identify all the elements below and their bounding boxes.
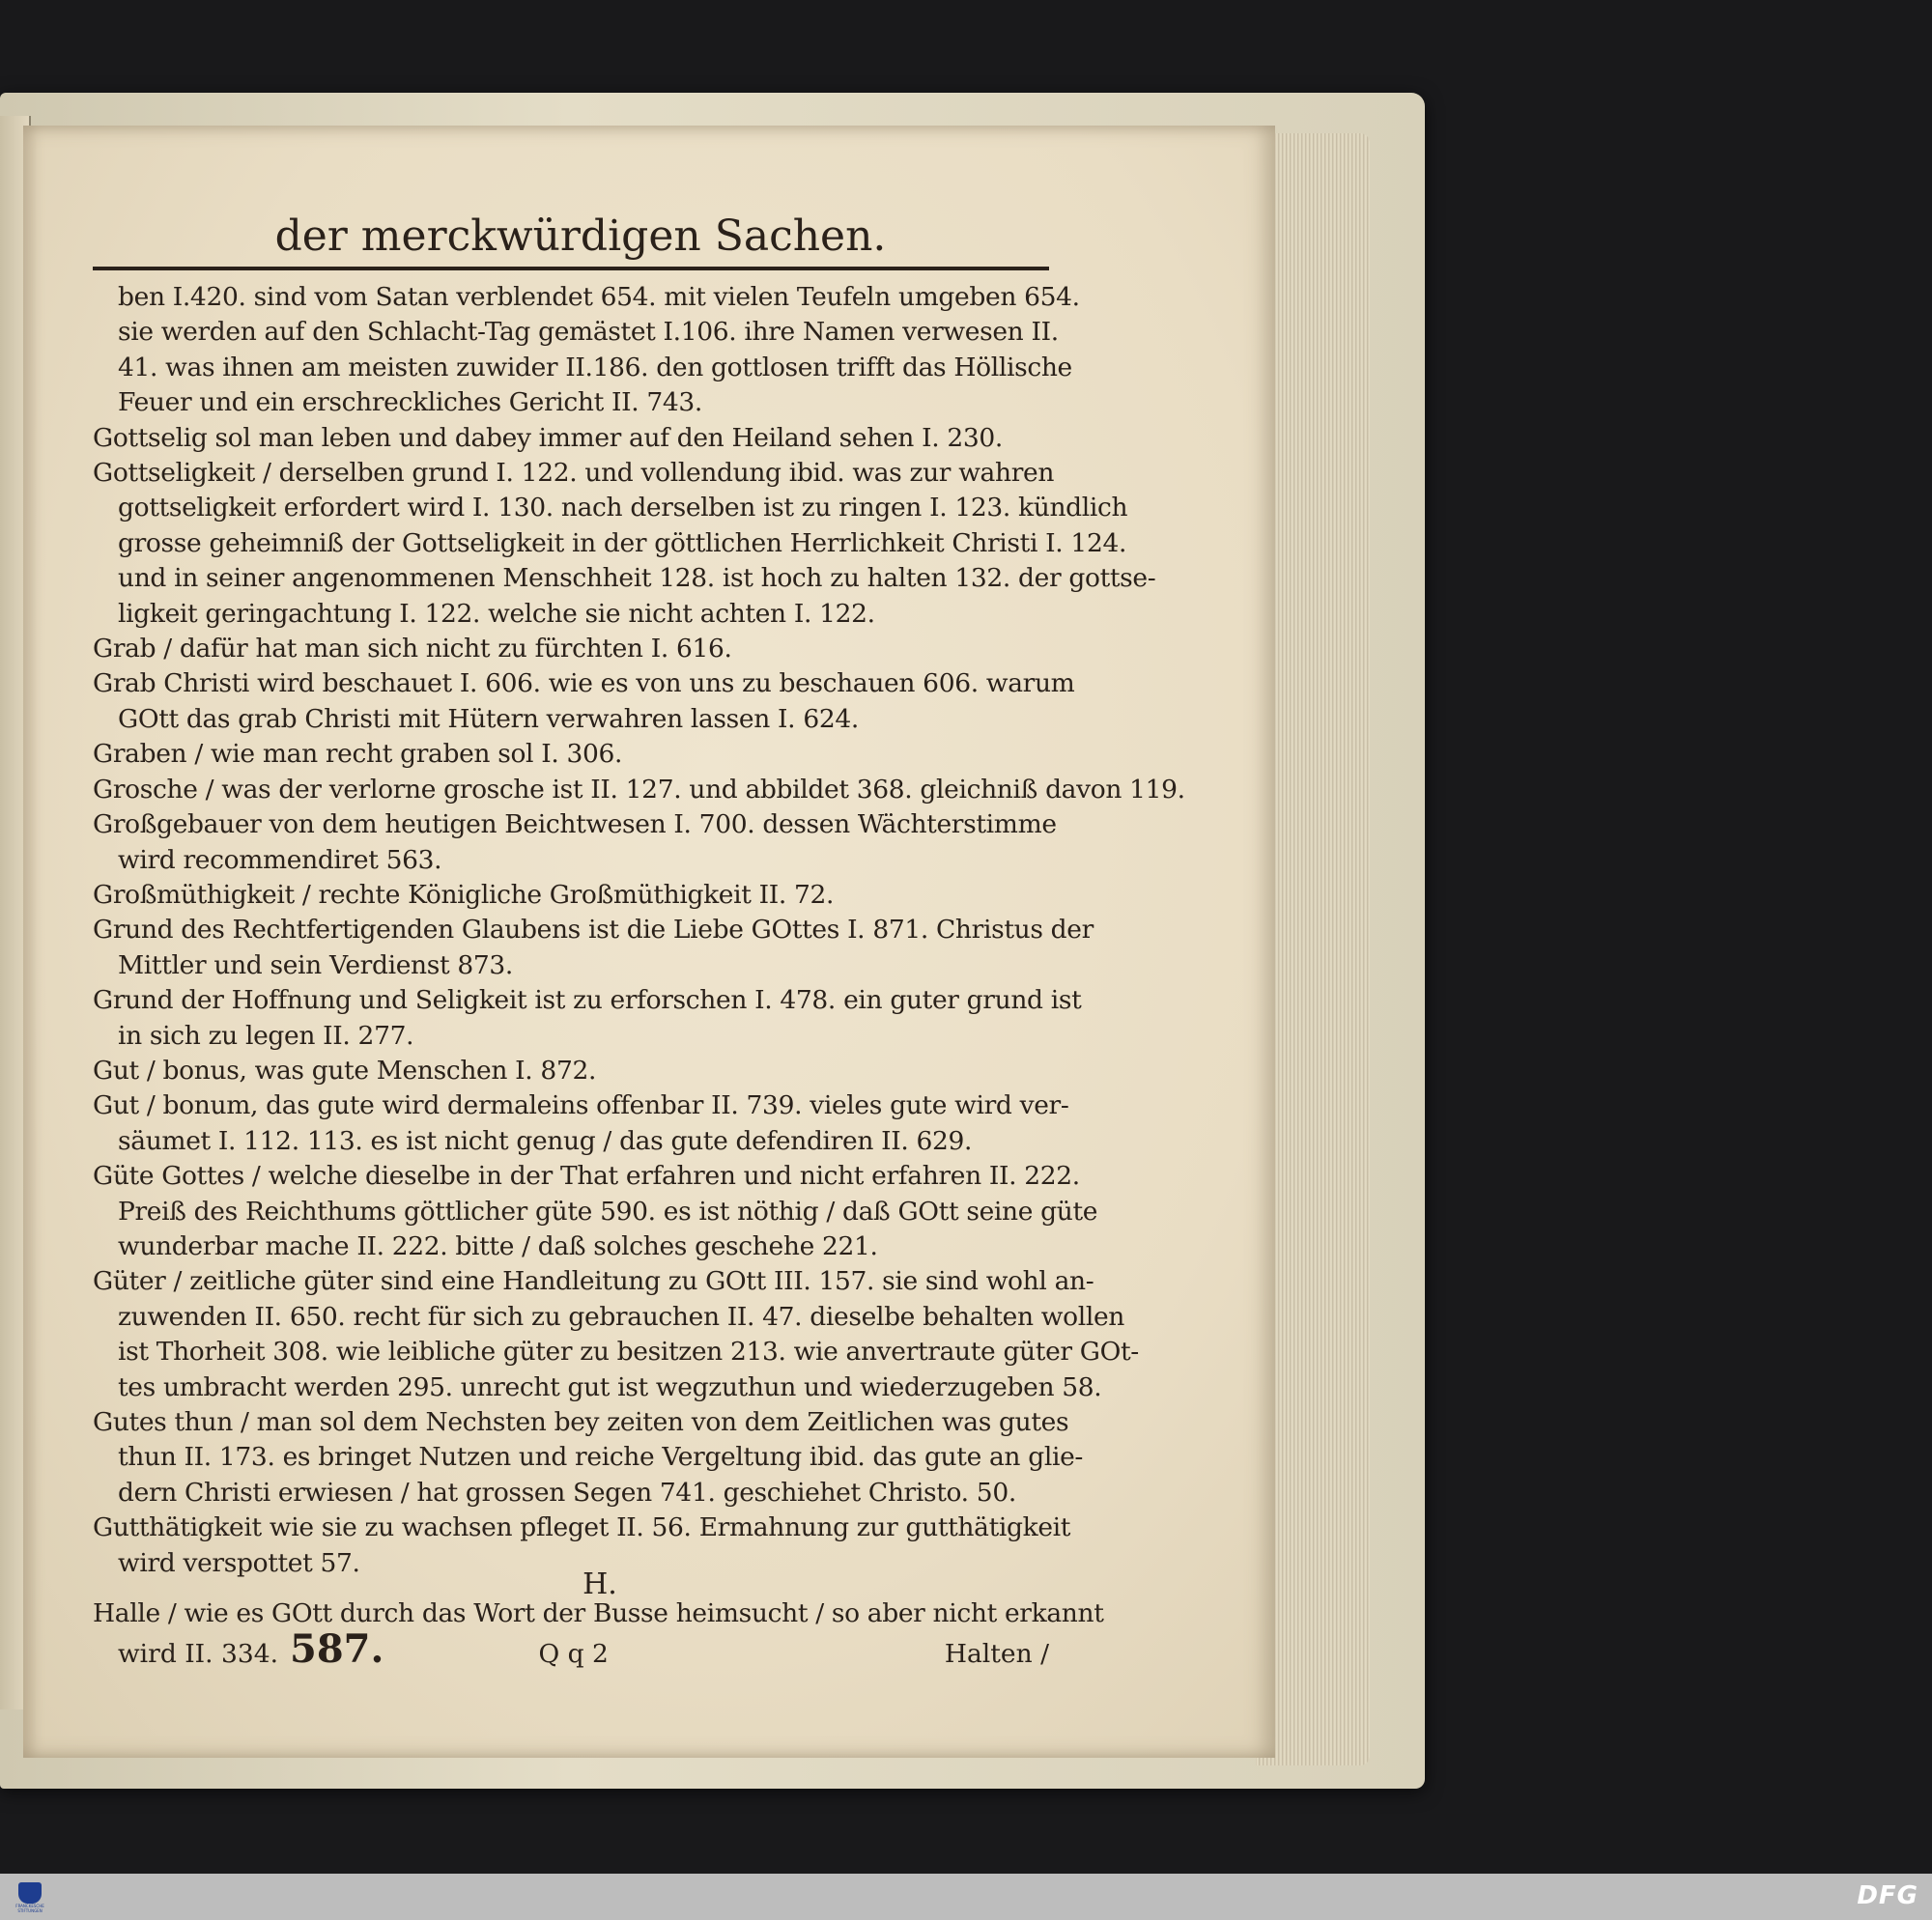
index-line: Gutes thun / man sol dem Nechsten bey zeiten von dem Zeitlichen was gutes (93, 1407, 1069, 1437)
index-line: Gottseligkeit / derselben grund I. 122. und vollendung ibid. was zur wahren (93, 458, 1055, 489)
running-head: der merckwürdigen Sachen. (274, 212, 887, 261)
index-line: Graben / wie man recht graben sol I. 306. (93, 739, 623, 770)
index-line: Großgebauer von dem heutigen Beichtwesen I. 700. dessen Wächterstimme (93, 809, 1057, 840)
page-number: 587. (290, 1626, 384, 1673)
index-entries-after (93, 1596, 1104, 1631)
signature-mark: Q q 2 (538, 1639, 609, 1670)
head-rule (93, 267, 1049, 270)
index-line: Grab / dafür hat man sich nicht zu fürchten I. 616. (93, 634, 732, 664)
franckesche-stiftungen-logo (8, 1879, 52, 1916)
section-letter: H. (582, 1567, 617, 1602)
footer-last-line: wird II. 334. (118, 1639, 279, 1670)
index-line: 41. was ihnen am meisten zuwider II.186. den gottlosen trifft das Höllische (118, 352, 1072, 382)
index-line: Feuer und ein erschreckliches Gericht II. 743. (118, 387, 702, 418)
index-line: grosse geheimniß der Gottseligkeit in der göttlichen Herrlichkeit Christi I. 124. (118, 527, 1127, 558)
index-line: Güte Gottes / welche dieselbe in der That erfahren und nicht erfahren II. 222. (93, 1161, 1080, 1192)
index-line: in sich zu legen II. 277. (118, 1020, 414, 1051)
index-line: säumet I. 112. 113. es ist nicht genug / das gute defendiren II. 629. (118, 1125, 973, 1156)
index-line: Grosche / was der verlorne grosche ist II. 127. und abbildet 368. gleichniß davon 119. (93, 774, 1185, 805)
index-line: und in seiner angenommenen Menschheit 128. ist hoch zu halten 132. der gottse- (118, 563, 1156, 594)
page-footer (93, 1626, 1049, 1673)
index-line: zuwenden II. 650. recht für sich zu gebrauchen II. 47. dieselbe behalten wollen (118, 1301, 1124, 1332)
index-line: ligkeit geringachtung I. 122. welche sie nicht achten I. 122. (118, 598, 875, 629)
index-line: Gutthätigkeit wie sie zu wachsen pfleget II. 56. Ermahnung zur gutthätigkeit (93, 1512, 1071, 1543)
index-line: sie werden auf den Schlacht-Tag gemästet I.106. ihre Namen verwesen II. (118, 317, 1059, 348)
catchword: Halten / (944, 1639, 1049, 1670)
index-line: wird recommendiret 563. (118, 844, 442, 875)
index-line: dern Christi erwiesen / hat grossen Segen 741. geschiehet Christo. 50. (118, 1477, 1016, 1508)
index-line: Gut / bonus, was gute Menschen I. 872. (93, 1055, 597, 1086)
index-line: Halle / wie es GOtt durch das Wort der Busse heimsucht / so aber nicht erkannt (93, 1598, 1104, 1629)
index-line: wunderbar mache II. 222. bitte / daß solches geschehe 221. (118, 1230, 878, 1261)
index-line: thun II. 173. es bringet Nutzen und reiche Vergeltung ibid. das gute an glie- (118, 1442, 1084, 1473)
index-line: Mittler und sein Verdienst 873. (118, 949, 513, 980)
index-line: tes umbracht werden 295. unrecht gut ist wegzuthun und wiederzugeben 58. (118, 1371, 1102, 1402)
index-line: ist Thorheit 308. wie leibliche güter zu besitzen 213. wie anvertraute güter GOt- (118, 1337, 1139, 1368)
page-text (93, 211, 1185, 1673)
logo-text-1: FRANCKESCHE (15, 1904, 44, 1908)
dfg-logo: DFG (1857, 1881, 1918, 1910)
index-line: Grund der Hoffnung und Seligkeit ist zu erforschen I. 478. ein guter grund ist (93, 985, 1082, 1016)
index-line: Gottselig sol man leben und dabey immer auf den Heiland sehen I. 230. (93, 422, 1003, 453)
logo-text-2: STIFTUNGEN (17, 1908, 43, 1913)
index-line: Grab Christi wird beschauet I. 606. wie es von uns zu beschauen 606. warum (93, 668, 1075, 699)
index-line: wird verspottet 57. (118, 1547, 360, 1578)
index-line: Gut / bonum, das gute wird dermaleins offenbar II. 739. vieles gute wird ver- (93, 1090, 1069, 1121)
index-line: Großmüthigkeit / rechte Königliche Großmüthigkeit II. 72. (93, 879, 835, 910)
index-line: Güter / zeitliche güter sind eine Handleitung zu GOtt III. 157. sie sind wohl an- (93, 1266, 1094, 1297)
index-line: Grund des Rechtfertigenden Glaubens ist die Liebe GOttes I. 871. Christus der (93, 915, 1094, 946)
index-line: GOtt das grab Christi mit Hütern verwahren lassen I. 624. (118, 703, 859, 734)
index-entries (93, 280, 1185, 1581)
index-line: gottseligkeit erfordert wird I. 130. nach derselben ist zu ringen I. 123. kündlich (118, 493, 1128, 523)
logo-emblem-icon (18, 1882, 42, 1904)
viewer-footer-bar (0, 1874, 1932, 1920)
index-line: ben I.420. sind vom Satan verblendet 654. mit vielen Teufeln umgeben 654. (118, 282, 1080, 312)
index-line: Preiß des Reichthums göttlicher güte 590. es ist nöthig / daß GOtt seine güte (118, 1196, 1098, 1227)
